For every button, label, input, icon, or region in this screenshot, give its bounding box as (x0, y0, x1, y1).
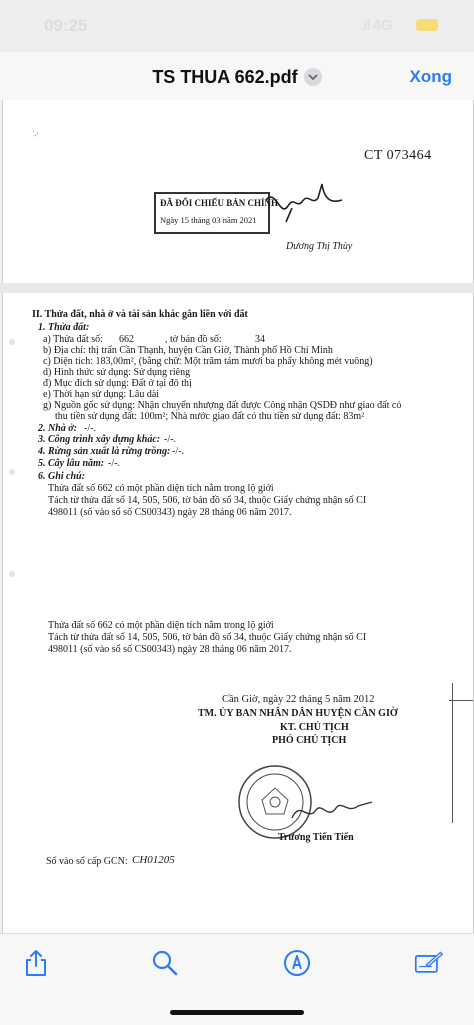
status-network: .ıl 4G (360, 17, 393, 34)
signature-1 (262, 178, 352, 228)
address-line: b) Địa chỉ: thị trấn Cần Thạnh, huyện Cần Giờ, Thành phố Hồ Chí Minh (43, 345, 333, 356)
signature-place-date: Cần Giờ, ngày 22 tháng 5 năm 2012 (222, 694, 375, 705)
origin-line-1: g) Nguồn gốc sử dụng: Nhận chuyển nhượng đất được Công nhận QSDĐ như giao đất có (43, 400, 402, 411)
signature-role-2: PHÓ CHỦ TỊCH (272, 735, 347, 746)
note-line-2: Tách từ thửa đất số 14, 505, 506, tờ bản đồ số 34, thuộc Giấy chứng nhận số CI (48, 495, 367, 506)
register-label: Số vào sổ cấp GCN: (46, 856, 128, 867)
note-line-4: Thửa đất số 662 có một phần diện tích nằm trong lộ giới (48, 620, 274, 631)
stamp-title: ĐÃ ĐỐI CHIẾU BẢN CHÍNH (160, 198, 279, 208)
document-title-text: TS THUA 662.pdf (152, 66, 298, 87)
done-button[interactable]: Xong (409, 67, 452, 86)
map-sheet-value: 34 (255, 334, 265, 345)
certified-copy-stamp (154, 192, 279, 234)
status-bar (0, 0, 474, 52)
forest-heading: 4. Rừng sản xuất là rừng trồng: (38, 446, 171, 457)
usage-purpose-line: đ) Mục đích sử dụng: Đất ở tại đô thị (43, 378, 192, 389)
note-line-3: 498011 (số vào sổ số CS00343) ngày 28 tháng 06 năm 2017. (48, 507, 292, 518)
scan-speck: · (32, 127, 35, 136)
usage-form-line: d) Hình thức sử dụng: Sử dụng riêng (43, 367, 191, 378)
document-title[interactable] (0, 66, 474, 88)
house-heading: 2. Nhà ở: (38, 423, 77, 434)
signature-organization: TM. ỦY BAN NHÂN DÂN HUYỆN CẦN GIỜ (198, 708, 398, 719)
battery-icon (416, 19, 438, 31)
signature-2 (288, 792, 378, 832)
map-sheet-label: , tờ bản đồ số: (165, 334, 222, 345)
house-value: -/-. (84, 423, 96, 434)
punch-hole (9, 469, 15, 475)
scan-edge-line (449, 700, 473, 701)
parcel-number-value: 662 (119, 334, 134, 345)
status-time: 09:25 (44, 16, 88, 35)
construction-value: -/-. (164, 434, 176, 445)
section-title: II. Thửa đất, nhà ở và tài sản khác gắn liền với đất (32, 309, 248, 320)
nav-bar (0, 52, 474, 100)
origin-line-2: thu tiền sử dụng đất: 100m²; Nhà nước giao đất có thu tiền sử dụng đất: 83m² (55, 411, 365, 422)
note-line-6: 498011 (số vào sổ số CS00343) ngày 28 tháng 06 năm 2017. (48, 644, 292, 655)
page-separator (0, 283, 474, 293)
stamp-date: Ngày 15 tháng 03 năm 2021 (160, 215, 257, 225)
perennial-heading: 5. Cây lâu năm: (38, 458, 105, 469)
certificate-serial: CT 073464 (364, 148, 432, 163)
search-icon[interactable] (150, 948, 180, 978)
chevron-down-icon[interactable] (304, 68, 322, 86)
stamp-signer-name: Dương Thị Thùy (286, 241, 353, 252)
markup-icon[interactable] (282, 948, 312, 978)
perennial-value: -/-. (108, 458, 120, 469)
construction-heading: 3. Công trình xây dựng khác: (38, 434, 161, 445)
home-indicator[interactable] (170, 1010, 304, 1015)
notes-heading: 6. Ghi chú: (38, 471, 85, 482)
signature-role-1: KT. CHỦ TỊCH (280, 722, 349, 733)
punch-hole (9, 339, 15, 345)
edit-icon[interactable] (414, 948, 444, 978)
area-line: c) Diện tích: 183,00m², (bằng chữ: Một trăm tám mươi ba phẩy không mét vuông) (43, 356, 373, 367)
punch-hole (9, 571, 15, 577)
signal-icon: .ıl (360, 17, 373, 34)
land-heading: 1. Thửa đất: (38, 322, 90, 333)
usage-term-line: e) Thời hạn sử dụng: Lâu dài (43, 389, 160, 400)
scan-edge-line (452, 683, 453, 823)
register-value: CH01205 (132, 854, 175, 866)
signer-name: Trương Tiến Tiến (278, 832, 354, 843)
note-line-5: Tách từ thửa đất số 14, 505, 506, tờ bản đồ số 34, thuộc Giấy chứng nhận số CI (48, 632, 367, 643)
share-icon[interactable] (21, 948, 51, 978)
forest-value: -/-. (172, 446, 184, 457)
scan-speck: -' (34, 131, 39, 140)
parcel-number-label: a) Thửa đất số: (43, 334, 103, 345)
note-line-1: Thửa đất số 662 có một phần diện tích nằm trong lộ giới (48, 483, 274, 494)
